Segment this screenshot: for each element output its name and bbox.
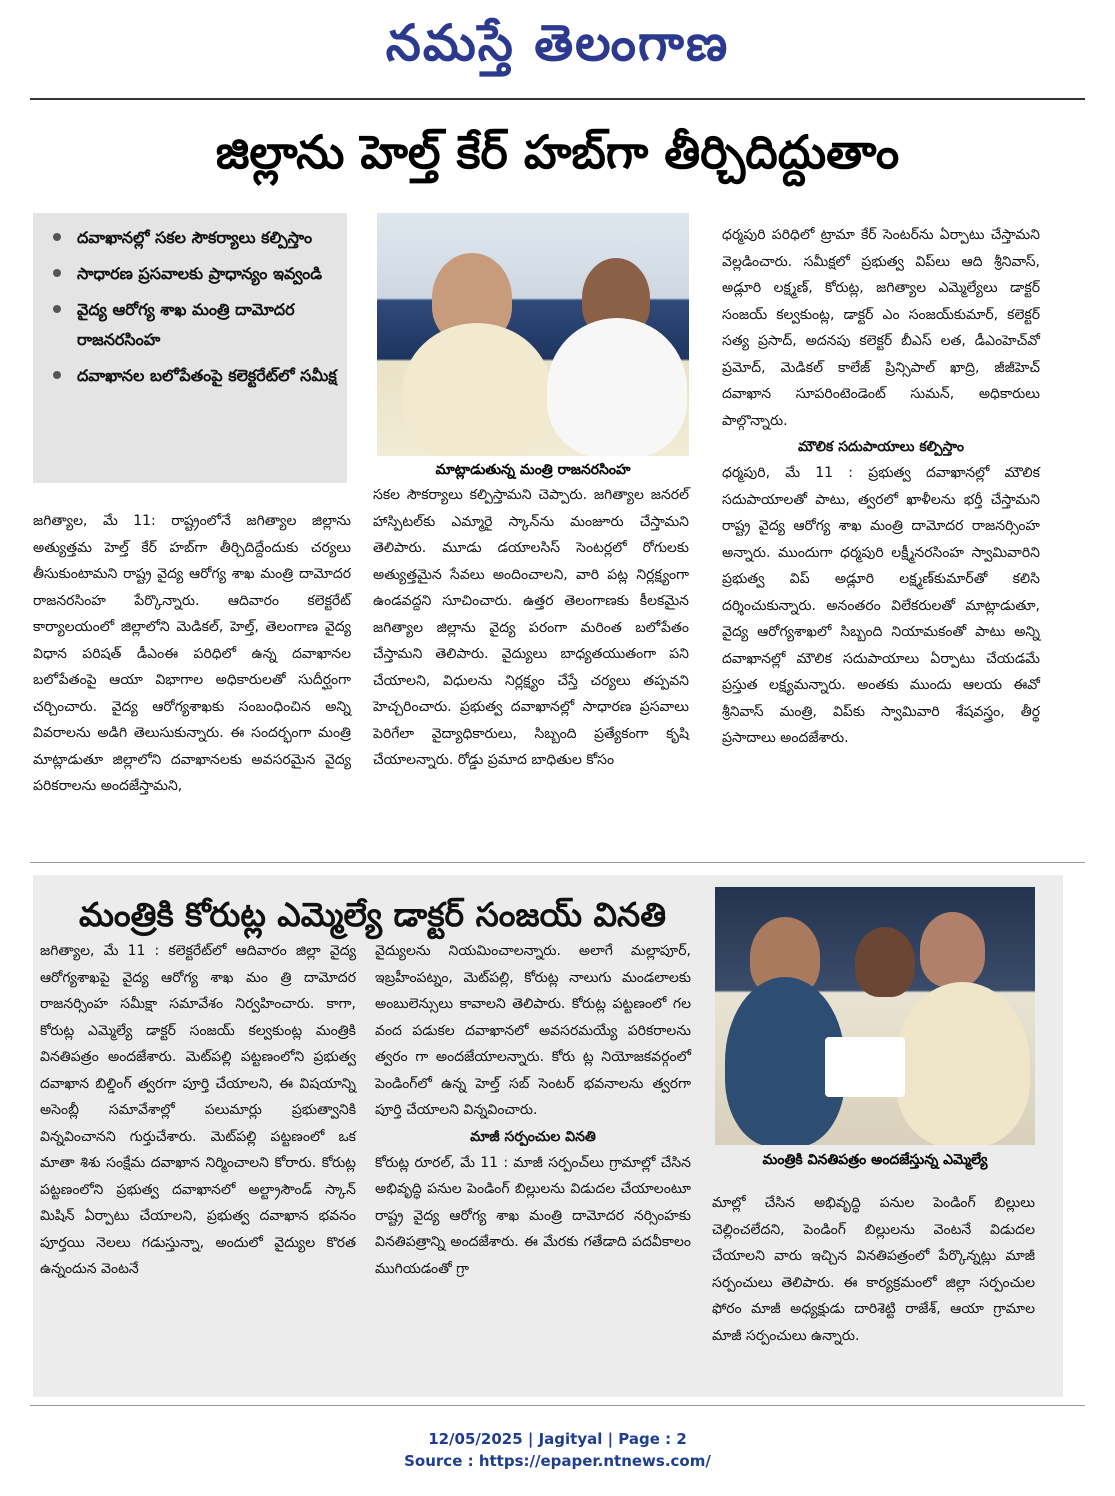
article1-column2: సకల సౌకర్యాలు కల్పిస్తామని చెప్పారు. జగిత్యాల జనరల్ హాస్పిటల్‌కు ఎమ్మారై స్కాన్‌ను మంజూరు చేస్తామని తెలిపారు. మూడు డయాలసిస్ సెంటర్లలో రోగులకు అత్యుత్తమైన సేవలు అందించాలని, వారి పట్ల నిర్లక్ష్యంగా ఉండవద్దని సూచించారు. ఉత్తర తెలంగాణకు కీలకమైన జగిత్యాల జిల్లాను వైద్య పరంగా మరింత బలోపేతం చేస్తామని తెలిపారు. వైద్యులు బాధ్యతయుతంగా పని చేయాలని, విధులను నిర్లక్ష్యం చేస్తే చర్యలు తప్పవని హెచ్చరించారు. ప్రభుత్వ దవాఖానల్లో సాధారణ ప్రసవాలు పెరిగేలా వైద్యాధికారులు, సిబ్బంది ప్రత్యేకంగా కృషి చేయాలన్నారు. రోడ్డు ప్రమాద బాధితుల కోసం — [373, 487, 689, 768]
highlights-box — [33, 213, 347, 483]
photo-caption: మాట్లాడుతున్న మంత్రి రాజనరసింహ — [435, 462, 631, 478]
bullet-icon — [53, 371, 61, 379]
article2-column3: మాల్లో చేసిన అభివృద్ధి పనుల పెండింగ్ బిల్లులు చెల్లించలేదని, పెండింగ్ బిల్లులను వెంటనే విడుదల చేయాలని వారు ఇచ్చిన వినతిపత్రంలో పేర్కొన్నట్లు మాజీ సర్పంచులు తెలిపారు. ఈ కార్యక్రమంలో జిల్లా సర్పంచుల ఫోరం మాజీ అధ్యక్షుడు దారిశెట్టి రాజేశ్, ఆయా గ్రామాల మాజీ సర్పంచులు ఉన్నారు. — [712, 1195, 1035, 1344]
main-headline: జిల్లాను హెల్త్ కేర్ హబ్‌గా తీర్చిదిద్దుతాం — [215, 125, 900, 179]
article1-column1: జగిత్యాల, మే 11: రాష్ట్రంలోనే జగిత్యాల జిల్లాను అత్యుత్తమ హెల్త్ కేర్ హబ్‌గా తీర్చిదిద్దేందుకు చర్యలు తీసుకుంటామని రాష్ట్ర వైద్య ఆరోగ్య శాఖ మంత్రి దామోదర రాజనరసింహ పేర్కొన్నారు. ఆదివారం కలెక్టరేట్ కార్యాలయంలో జిల్లాలోని మెడికల్, హెల్త్, తెలంగాణ వైద్య విధాన పరిషత్ డీఎంఈ పరిధిలో ఉన్న దవాఖానల బలోపేతంపై ఆయా విభాగాల అధికారులతో సుదీర్ఘంగా చర్చించారు. వైద్య ఆరోగ్యశాఖకు సంబంధించిన అన్ని వివరాలను అడిగి తెలుసుకున్నారు. ఈ సందర్భంగా మంత్రి మాట్లాడుతూ జిల్లాలోని దవాఖానలకు అవసరమైన వైద్య పరికరాలను అందజేస్తామని, — [33, 513, 351, 794]
bullet-icon — [53, 269, 61, 277]
article2-column1: జగిత్యాల, మే 11 : కలెక్టరేట్‌లో ఆదివారం జిల్లా వైద్య ఆరోగ్యశాఖపై వైద్య ఆరోగ్య శాఖ మం త్రి దామోదర రాజనర్సింహ సమీక్షా సమావేశం నిర్వహించారు. కాగా, కోరుట్ల ఎమ్మెల్యే డాక్టర్ సంజయ్ కల్వకుంట్ల మంత్రికి వినతిపత్రం అందజేశారు. మెట్‌పల్లి పట్టణంలోని ప్రభుత్వ దవాఖాన బిల్డింగ్ త్వరగా పూర్తి చేయాలని, ఈ విషయాన్ని అసెంబ్లీ సమావేశాల్లో పలుమార్లు ప్రభుత్వానికి విన్నవించానని గుర్తుచేశారు. మెట్‌పల్లి పట్టణంలో ఒక మాతా శిశు సంక్షేమ దవాఖాన నిర్మించాలని కోరారు. కోరుట్ల పట్టణంలోని ప్రభుత్వ దవాఖానలో అల్ట్రాసౌండ్ స్కాన్ మిషిన్ ఏర్పాటు చేయాలని, ప్రభుత్వ దవాఖాన భవనం పూర్తయి నెలలు గడుస్తున్నా, అందులో వైద్యుల కొరత ఉన్నందున వెంటనే — [40, 943, 356, 1277]
photo-caption: మంత్రికి వినతిపత్రం అందజేస్తున్న ఎమ్మెల్యే — [762, 1152, 988, 1168]
highlight-item: వైద్య ఆరోగ్య శాఖ మంత్రి దామోదర రాజనరసింహ — [51, 295, 337, 355]
minister-photo — [377, 213, 689, 456]
highlight-item: దవాఖానల్లో సకల సౌకర్యాలు కల్పిస్తాం — [51, 223, 337, 253]
subheading: మాజీ సర్పంచుల వినతి — [470, 1128, 596, 1145]
masthead-divider — [30, 98, 1085, 100]
page-footer — [0, 1428, 1115, 1472]
bullet-icon — [53, 233, 61, 241]
edition-info: 12/05/2025 | Jagityal | Page : 2 — [428, 1430, 687, 1448]
article2-column2: వైద్యులను నియమించాలన్నారు. అలాగే మల్లాపూర్, ఇబ్రహీంపట్నం, మెట్‌పల్లి, కోరుట్ల నాలుగు మండలాలకు అంబులెన్సులు కావాలని తెలిపారు. కోరుట్ల పట్టణంలో గల వంద పడుకల దవాఖానలో అవసరమయ్యే పరికరాలను త్వరం గా అందజేయాలన్నారు. కోరు ట్ల నియోజకవర్గంలో పెండింగ్‌లో ఉన్న హెల్త్ సబ్ సెంటర్ భవనాలను త్వరగా పూర్తి చేయాలని విన్నవించారు. మాజీ సర్పంచుల వినతి కోరుట్ల రూరల్, మే 11 : మాజీ సర్పంచ్‌లు గ్రామాల్లో చేసిన అభివృద్ధి పనుల పెండింగ్ బిల్లులను విడుదల చేయాలంటూ రాష్ట్ర వైద్య ఆరోగ్య శాఖ మంత్రి దామోదర నర్సింహకు వినతిపత్రాన్ని అందజేశారు. ఈ మేరకు గతేడాది పదవీకాలం ముగియడంతో గ్రా — [375, 943, 691, 1277]
bullet-icon — [53, 305, 61, 313]
subheading: మౌలిక సదుపాయాలు కల్పిస్తాం — [798, 439, 964, 455]
highlight-item: దవాఖానల బలోపేతంపై కలెక్టరేట్‌లో సమీక్ష — [51, 361, 337, 391]
article2-headline: మంత్రికి కోరుట్ల ఎమ్మెల్యే డాక్టర్ సంజయ్ వినతి — [79, 895, 666, 934]
source-link[interactable]: Source : https://epaper.ntnews.com/ — [404, 1452, 711, 1470]
section-divider — [30, 862, 1085, 863]
bottom-divider — [30, 1405, 1085, 1406]
article1-column3: ధర్మపురి పరిధిలో ట్రామా కేర్ సెంటర్‌ను ఏర్పాటు చేస్తామని వెల్లడించారు. సమీక్షలో ప్రభుత్వ విప్‌లు ఆది శ్రీనివాస్, అడ్లూరి లక్ష్మణ్, కోరుట్ల, జగిత్యాల ఎమ్మెల్యేలు డాక్టర్ సంజయ్ కల్వకుంట్ల, డాక్టర్ ఎం సంజయ్‌కుమార్, కలెక్టర్ సత్య ప్రసాద్, అదనపు కలెక్టర్ బీఎస్ లత, డీఎంహెచ్‌వో ప్రమోద్, మెడికల్ కాలేజ్ ప్రిన్సిపాల్ ఖాద్రి, జీజీహెచ్ దవాఖాన సూపరింటెండెంట్ సుమన్, అధికారులు పాల్గొన్నారు. మౌలిక సదుపాయాలు కల్పిస్తాం ధర్మపురి, మే 11 : ప్రభుత్వ దవాఖానల్లో మౌలిక సదుపాయాలతో పాటు, త్వరలో ఖాళీలను భర్తీ చేస్తామని రాష్ట్ర వైద్య ఆరోగ్య శాఖ మంత్రి దామోదర రాజనర్సింహ అన్నారు. ముందుగా ధర్మపురి లక్ష్మీనరసింహ స్వామివారిని ప్రభుత్వ విప్ అడ్లూరి లక్ష్మణ్‌కుమార్‌తో కలిసి దర్శించుకున్నారు. అనంతరం విలేకరులతో మాట్లాడుతూ, వైద్య ఆరోగ్యశాఖలో సిబ్బంది నియామకంతో పాటు అన్ని దవాఖానల్లో మౌలిక సదుపాయాలు ఏర్పాటు చేయడమే ప్రస్తుత లక్ష్యమన్నారు. అంతకు ముందు ఆలయ ఈవో శ్రీనివాస్ మంత్రి, విప్‌కు స్వామివారి శేషవస్త్రం, తీర్థ ప్రసాదాలు అందజేశారు. — [722, 227, 1040, 746]
mla-petition-photo — [715, 887, 1035, 1145]
newspaper-masthead: నమస్తే తెలంగాణ — [385, 13, 730, 72]
highlight-item: సాధారణ ప్రసవాలకు ప్రాధాన్యం ఇవ్వండి — [51, 259, 337, 289]
